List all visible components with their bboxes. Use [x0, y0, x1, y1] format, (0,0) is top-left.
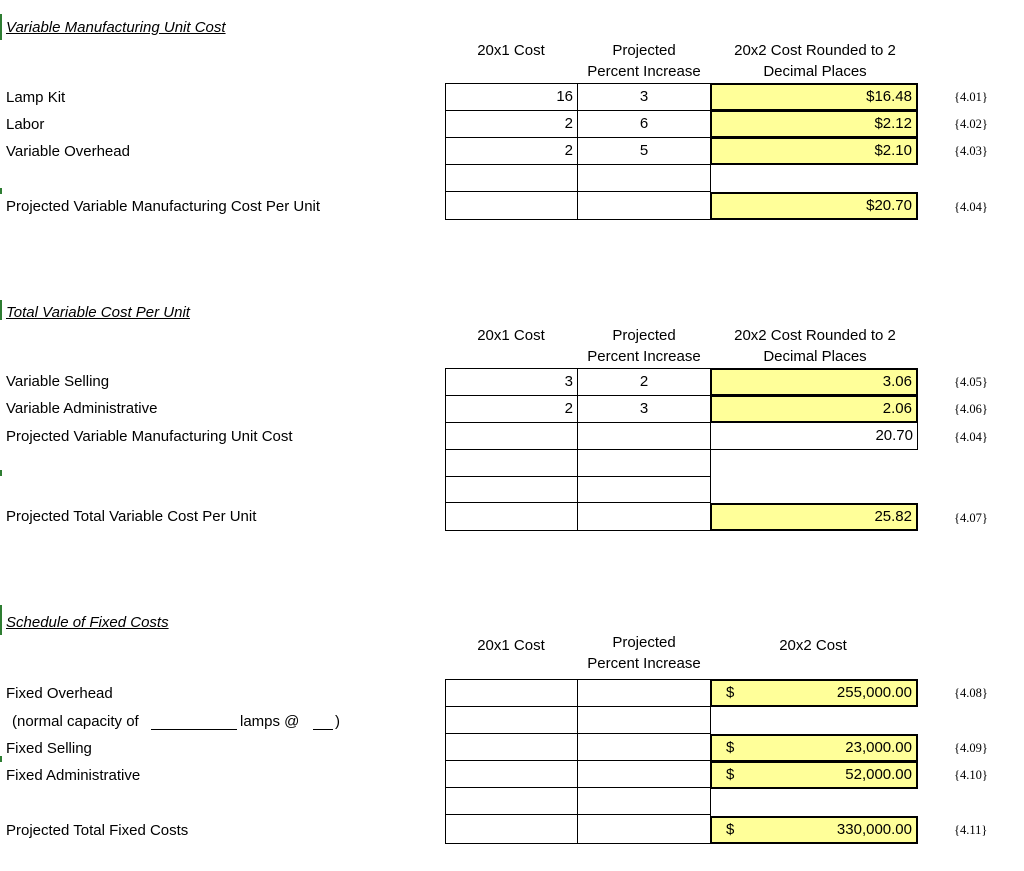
cell-empty[interactable] — [577, 476, 711, 503]
ref-tag: {4.11} — [954, 823, 988, 837]
col-header-percent-line2: Percent Increase — [587, 348, 701, 365]
cell-var-admin-20x2[interactable]: 2.06 — [710, 395, 918, 423]
cell-empty[interactable] — [577, 760, 711, 788]
cell-projected-total-var-20x2[interactable]: 25.82 — [710, 503, 918, 531]
row-label-labor: Labor — [6, 116, 45, 133]
ref-tag: {4.04} — [954, 430, 988, 444]
row-label-fixed-selling: Fixed Selling — [6, 740, 92, 757]
col-header-20x2-line2: Decimal Places — [763, 348, 867, 365]
cell-var-selling-20x1[interactable]: 3 — [445, 368, 578, 396]
cell-fixed-selling-20x2[interactable] — [710, 734, 918, 762]
ref-tag: {4.02} — [954, 117, 988, 131]
edge-marker — [0, 14, 2, 40]
currency-symbol: $ — [726, 739, 735, 756]
edge-marker — [0, 188, 2, 194]
cell-empty[interactable] — [577, 191, 711, 220]
cell-fixed-overhead-20x2[interactable] — [710, 679, 918, 707]
cell-labor-20x1[interactable]: 2 — [445, 110, 578, 138]
ref-tag: {4.06} — [954, 402, 988, 416]
cell-fixed-admin-20x2[interactable] — [710, 761, 918, 789]
ref-tag: {4.08} — [954, 686, 988, 700]
cell-empty[interactable] — [445, 449, 578, 477]
row-label-projected-total-fixed: Projected Total Fixed Costs — [6, 822, 189, 839]
cell-empty[interactable] — [577, 733, 711, 761]
cell-empty[interactable] — [445, 422, 578, 450]
cell-lamp-kit-20x2[interactable]: $16.48 — [710, 83, 918, 111]
cell-var-admin-20x1[interactable]: 2 — [445, 395, 578, 423]
cell-value: 52,000.00 — [845, 766, 912, 783]
cell-var-selling-percent[interactable]: 2 — [577, 368, 711, 396]
currency-symbol: $ — [726, 684, 735, 701]
capacity-blank[interactable] — [151, 729, 237, 730]
cell-value: 330,000.00 — [836, 821, 912, 838]
capacity-label-part2: lamps @ — [240, 713, 300, 730]
cell-empty[interactable] — [445, 733, 578, 761]
cell-projected-total-fixed-20x2[interactable] — [710, 816, 918, 844]
section-title-total-variable: Total Variable Cost Per Unit — [6, 304, 190, 321]
row-label-projected-var-mfg-unit: Projected Variable Manufacturing Unit Cost — [6, 428, 293, 445]
col-header-20x1-cost: 20x1 Cost — [477, 327, 545, 344]
cell-lamp-kit-percent[interactable]: 3 — [577, 83, 711, 111]
currency-symbol: $ — [726, 821, 735, 838]
rate-blank[interactable] — [313, 729, 333, 730]
row-label-variable-selling: Variable Selling — [6, 373, 110, 390]
cell-var-selling-20x2[interactable]: 3.06 — [710, 368, 918, 396]
ref-tag: {4.10} — [954, 768, 988, 782]
cell-labor-20x2[interactable]: $2.12 — [710, 110, 918, 138]
cell-empty[interactable] — [445, 191, 578, 220]
section-title-fixed-costs: Schedule of Fixed Costs — [6, 614, 169, 631]
capacity-label-part3: ) — [335, 713, 340, 730]
row-label-fixed-overhead: Fixed Overhead — [6, 685, 113, 702]
cell-empty[interactable] — [577, 422, 711, 450]
edge-marker — [0, 756, 2, 762]
ref-tag: {4.04} — [954, 200, 988, 214]
edge-marker — [0, 300, 2, 320]
cell-empty[interactable] — [445, 760, 578, 788]
col-header-20x2-line1: 20x2 Cost Rounded to 2 — [734, 42, 896, 59]
col-header-percent-line2: Percent Increase — [587, 63, 701, 80]
row-label-variable-admin: Variable Administrative — [6, 400, 158, 417]
ref-tag: {4.07} — [954, 511, 988, 525]
col-header-percent-line1: Projected — [612, 634, 676, 651]
row-label-variable-overhead: Variable Overhead — [6, 143, 130, 160]
col-header-percent-line2: Percent Increase — [587, 655, 701, 672]
ref-tag: {4.05} — [954, 375, 988, 389]
section-title-variable-manufacturing: Variable Manufacturing Unit Cost — [6, 19, 226, 36]
row-label-fixed-admin: Fixed Administrative — [6, 767, 141, 784]
cell-var-overhead-20x2[interactable]: $2.10 — [710, 137, 918, 165]
cell-var-overhead-20x1[interactable]: 2 — [445, 137, 578, 165]
cell-empty[interactable] — [577, 679, 711, 707]
cell-value: 23,000.00 — [845, 739, 912, 756]
col-header-20x2-line1: 20x2 Cost Rounded to 2 — [734, 327, 896, 344]
cell-empty[interactable] — [577, 502, 711, 531]
cell-empty[interactable] — [445, 814, 578, 844]
cell-empty[interactable] — [445, 476, 578, 503]
cell-var-mfg-unit-20x2[interactable]: 20.70 — [710, 422, 918, 450]
cell-empty[interactable] — [445, 502, 578, 531]
currency-symbol: $ — [726, 766, 735, 783]
cell-empty[interactable] — [577, 706, 711, 734]
cell-empty[interactable] — [577, 787, 711, 815]
cell-empty[interactable] — [445, 164, 578, 192]
ref-tag: {4.09} — [954, 741, 988, 755]
cell-empty[interactable] — [445, 787, 578, 815]
col-header-20x2-line2: Decimal Places — [763, 63, 867, 80]
cell-empty[interactable] — [577, 164, 711, 192]
cell-value: 255,000.00 — [836, 684, 912, 701]
col-header-20x1-cost: 20x1 Cost — [477, 637, 545, 654]
edge-marker — [0, 470, 2, 476]
cell-empty[interactable] — [577, 449, 711, 477]
cell-labor-percent[interactable]: 6 — [577, 110, 711, 138]
col-header-percent-line1: Projected — [612, 327, 676, 344]
col-header-20x2-cost: 20x2 Cost — [779, 637, 847, 654]
cell-empty[interactable] — [445, 706, 578, 734]
ref-tag: {4.01} — [954, 90, 988, 104]
edge-marker — [0, 605, 2, 635]
cell-empty[interactable] — [577, 814, 711, 844]
col-header-percent-line1: Projected — [612, 42, 676, 59]
cell-var-overhead-percent[interactable]: 5 — [577, 137, 711, 165]
row-label-projected-var-mfg: Projected Variable Manufacturing Cost Per Unit — [6, 198, 321, 215]
ref-tag: {4.03} — [954, 144, 988, 158]
capacity-label-part1: (normal capacity of — [12, 713, 139, 730]
cell-lamp-kit-20x1[interactable]: 16 — [445, 83, 578, 111]
cell-projected-var-mfg-20x2[interactable]: $20.70 — [710, 192, 918, 220]
row-label-lamp-kit: Lamp Kit — [6, 89, 66, 106]
col-header-20x1-cost: 20x1 Cost — [477, 42, 545, 59]
cell-var-admin-percent[interactable]: 3 — [577, 395, 711, 423]
row-label-projected-total-var: Projected Total Variable Cost Per Unit — [6, 508, 257, 525]
cell-empty[interactable] — [445, 679, 578, 707]
